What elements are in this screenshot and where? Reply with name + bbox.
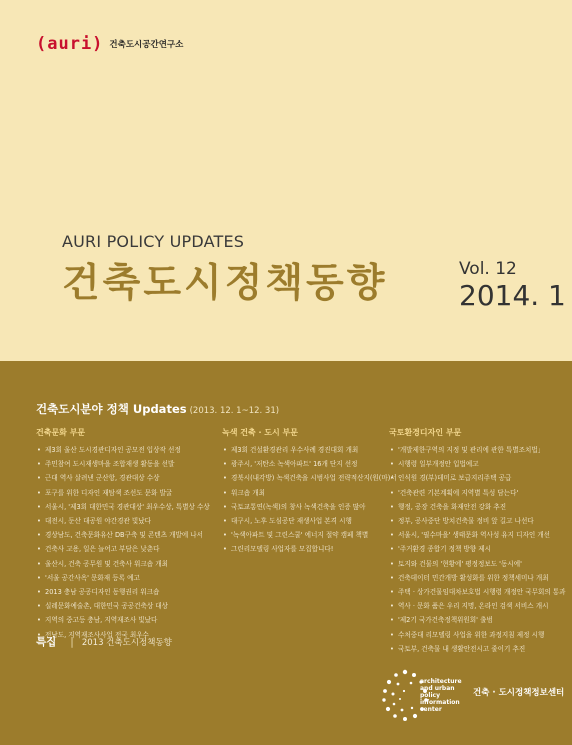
list-item: • 역사 · 문화 품은 우리 지명, 온라인 검색 서비스 개시: [389, 599, 567, 613]
institute-korean-name: 건축 · 도시정책정보센터: [473, 688, 565, 698]
list-item: • 정부, 공사중단 방치건축물 정비 앞 길고 나선다: [389, 514, 567, 528]
list-item: • 제3회 울산 도시경관디자인 공모전 입상작 선정: [36, 443, 211, 457]
auri-logo-text: 건축도시공간연구소: [109, 40, 184, 50]
list-item: • 건축데이터 민간개방 활성화를 위한 정책세미나 개최: [389, 571, 567, 585]
list-item: • 전남도, 지역재조사사업 전국 최우수: [36, 628, 211, 642]
list-item: • '개발제한구역의 지정 및 관리에 관한 특별조치법」: [389, 443, 567, 457]
column-title: 건축문화 부문: [36, 428, 86, 437]
list-item: • 행정, 공장 건축을 화재안전 강화 추진: [389, 500, 567, 514]
special-subtitle: 2013 건축도시정책동향: [81, 638, 172, 648]
column-list: [36, 443, 211, 642]
list-item: • 토지와 건물의 '현황에' 평정정보도 '동시에': [389, 557, 567, 571]
cover-top-panel: [0, 0, 572, 361]
list-item: • 실레문화예술촌, 대한민국 공공건축상 대상: [36, 599, 211, 613]
list-item: • 건축사 고용, 일은 늘어고 부담은 낮춘다: [36, 542, 211, 556]
list-item: • 포구를 위한 디자인 재탐색 조선도 문화 발굴: [36, 486, 211, 500]
list-item: • 대전시, 둔산 대공원 야간경관 빛났다: [36, 514, 211, 528]
separator: |: [70, 636, 74, 648]
institute-english-name: architecture and urban policy information center: [420, 678, 462, 713]
updates-column-land-environment-design: [389, 427, 567, 656]
column-list: [222, 443, 397, 557]
volume-number: Vol. 12: [459, 259, 517, 279]
updates-column-architecture-culture: [36, 427, 211, 642]
list-item: • 경북시(내각방) 녹색건축을 시범사업 전략적산지(원(마)서: [222, 471, 392, 485]
list-item: • '주거환경 종합기 정책 방향 제시: [389, 542, 567, 556]
list-item: • 서울시, '제3회 대한민국 경관대상' 최우수상, 특별상 수상: [36, 500, 211, 514]
column-title: 국토환경디자인 부문: [389, 428, 462, 437]
special-label: 특집: [36, 636, 57, 648]
list-item: • 지역의 중고등 충남, 지역재조사 빛났다: [36, 613, 211, 627]
list-item: • 대구시, 노후 도심공단 재생사업 본격 시행: [222, 514, 392, 528]
special-feature: [36, 634, 172, 649]
column-list: [389, 443, 567, 656]
institute-logo: [380, 666, 565, 724]
series-title: AURI POLICY UPDATES: [62, 232, 245, 251]
list-item: • 주택 · 상가건물임대차보호법 시행령 개정안 국무회의 통과: [389, 585, 567, 599]
auri-logo: [36, 34, 183, 54]
list-item: • 울산시, 건축 공무원 및 건축사 워크숍 개최: [36, 557, 211, 571]
updates-period: (2013. 12. 1~12. 31): [189, 406, 280, 416]
list-item: • 제3회 건설환경관리 우수사례 경진대회 개최: [222, 443, 392, 457]
list-item: • 국토교통연(녹색)의 창사 녹색건축을 인증 많아: [222, 500, 392, 514]
list-item: • '녹색아파트 및 그린스쿨' 에너지 절약 캠페 책별: [222, 528, 392, 542]
list-item: • 그린리모델링 사업자를 모집합니다!: [222, 542, 392, 556]
updates-heading: [36, 401, 279, 417]
list-item: • '건축관련 기본계획에 지역별 특성 담는다': [389, 486, 567, 500]
list-item: • 근대 역사 살려낸 군산항, 경관대상 수상: [36, 471, 211, 485]
updates-heading-text: 건축도시분야 정책 Updates: [36, 402, 187, 416]
list-item: • 수처중대 리모델링 사업을 위한 과정지침 제정 시행: [389, 628, 567, 642]
list-item: • 워크숍 개최: [222, 486, 392, 500]
column-title: 녹색 건축 · 도시 부문: [222, 428, 299, 437]
issue-date: 2014. 1: [459, 279, 566, 312]
list-item: • 시행령 일부개정안 입법예고: [389, 457, 567, 471]
list-item: • 인식원 경(부)데미로 보급지리주택 공급: [389, 471, 567, 485]
list-item: • 국토부, 건축물 내 생활안전시고 줄이기 추진: [389, 642, 567, 656]
list-item: • 주민참여 도시재생마을 조합재생 활동을 선발: [36, 457, 211, 471]
list-item: • '제2기 국가건축정책위원회' 출범: [389, 613, 567, 627]
list-item: • 광주시, '저탄소 녹색아파트' 16개 단지 선정: [222, 457, 392, 471]
cover-title: 건축도시정책동향: [62, 261, 388, 306]
list-item: • '서울 공간사옥' 문화재 등록 예고: [36, 571, 211, 585]
list-item: • 2013 충남 공공디자인 동행권리 워크숍: [36, 585, 211, 599]
updates-column-green-building: [222, 427, 397, 557]
list-item: • 서울시, '필수마을' 생태문화 역사성 유지 디자인 개선: [389, 528, 567, 542]
auri-logo-mark: (auri): [36, 34, 104, 54]
list-item: • 경상남도, 건축문화유산 DB구축 및 콘텐츠 개발에 나서: [36, 528, 211, 542]
